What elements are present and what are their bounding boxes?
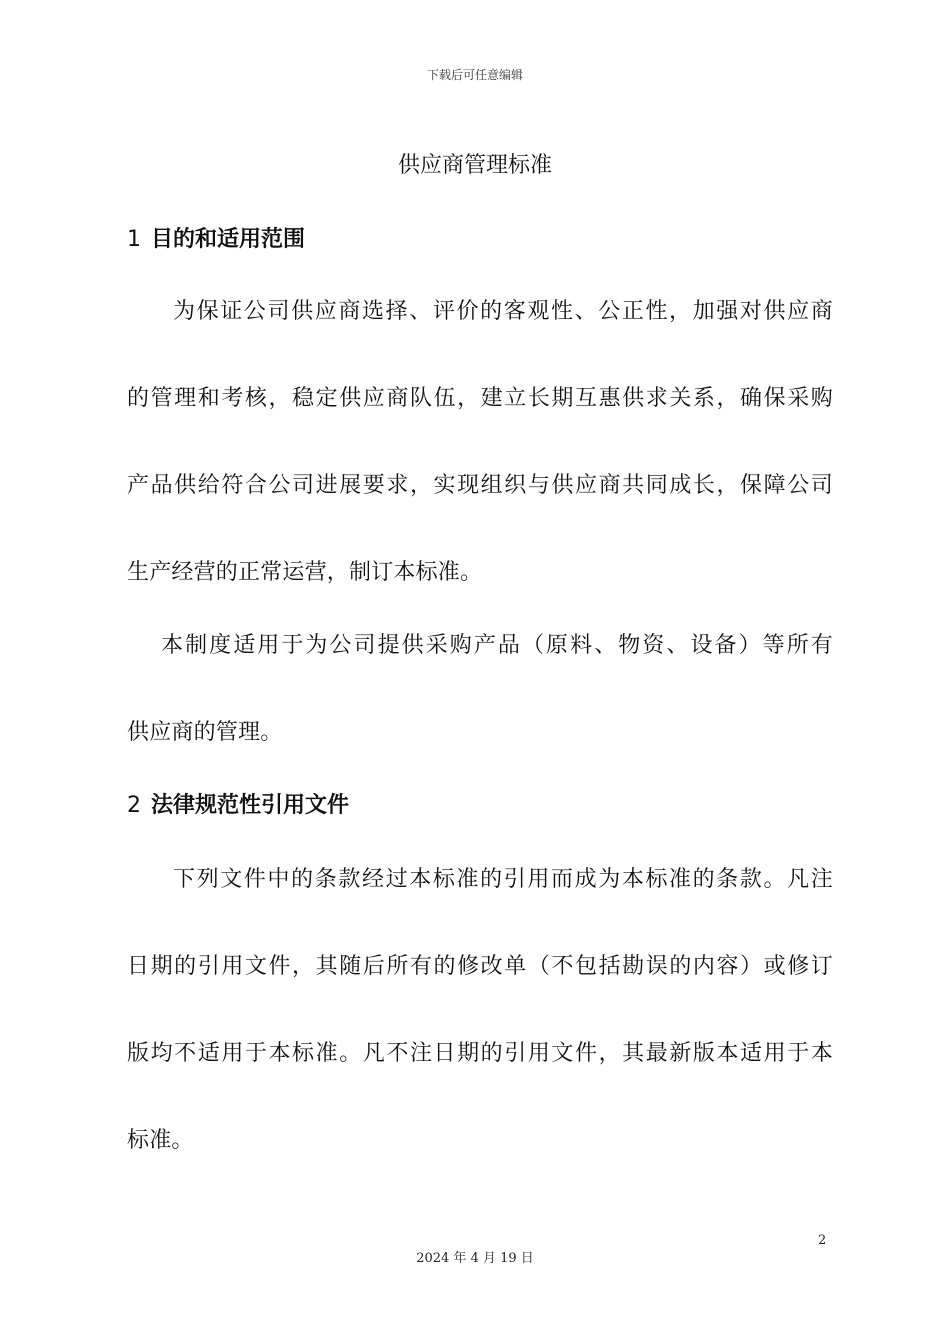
paragraph-line: 标准。 bbox=[127, 1128, 194, 1153]
section-heading-1 bbox=[127, 222, 305, 253]
section-number: 1 bbox=[127, 227, 141, 252]
header-note: 下载后可任意编辑 bbox=[426, 68, 523, 82]
paragraph-line: 的管理和考核，稳定供应商队伍，建立长期互惠供求关系，确保采购 bbox=[127, 386, 833, 411]
section-title: 目的和适用范围 bbox=[151, 227, 306, 252]
section-title: 法律规范性引用文件 bbox=[151, 793, 350, 818]
paragraph-line: 下列文件中的条款经过本标准的引用而成为本标准的条款。凡注 bbox=[173, 867, 833, 892]
section-number: 2 bbox=[127, 793, 141, 818]
paragraph-line: 生产经营的正常运营，制订本标准。 bbox=[127, 560, 483, 585]
paragraph-line: 版均不适用于本标准。凡不注日期的引用文件，其最新版本适用于本 bbox=[127, 1041, 833, 1066]
section-heading-2 bbox=[127, 788, 349, 819]
paragraph-line: 供应商的管理。 bbox=[127, 720, 283, 745]
paragraph-line: 产品供给符合公司进展要求，实现组织与供应商共同成长，保障公司 bbox=[127, 473, 833, 498]
paragraph-line: 本制度适用于为公司提供采购产品（原料、物资、设备）等所有 bbox=[161, 633, 833, 658]
paragraph-line: 为保证公司供应商选择、评价的客观性、公正性，加强对供应商 bbox=[173, 299, 833, 324]
document-title: 供应商管理标准 bbox=[397, 153, 552, 178]
page-number: 2 bbox=[818, 1233, 827, 1248]
paragraph-line: 日期的引用文件，其随后所有的修改单（不包括勘误的内容）或修订 bbox=[127, 954, 833, 979]
footer-date: 2024 年 4 月 19 日 bbox=[416, 1251, 534, 1266]
